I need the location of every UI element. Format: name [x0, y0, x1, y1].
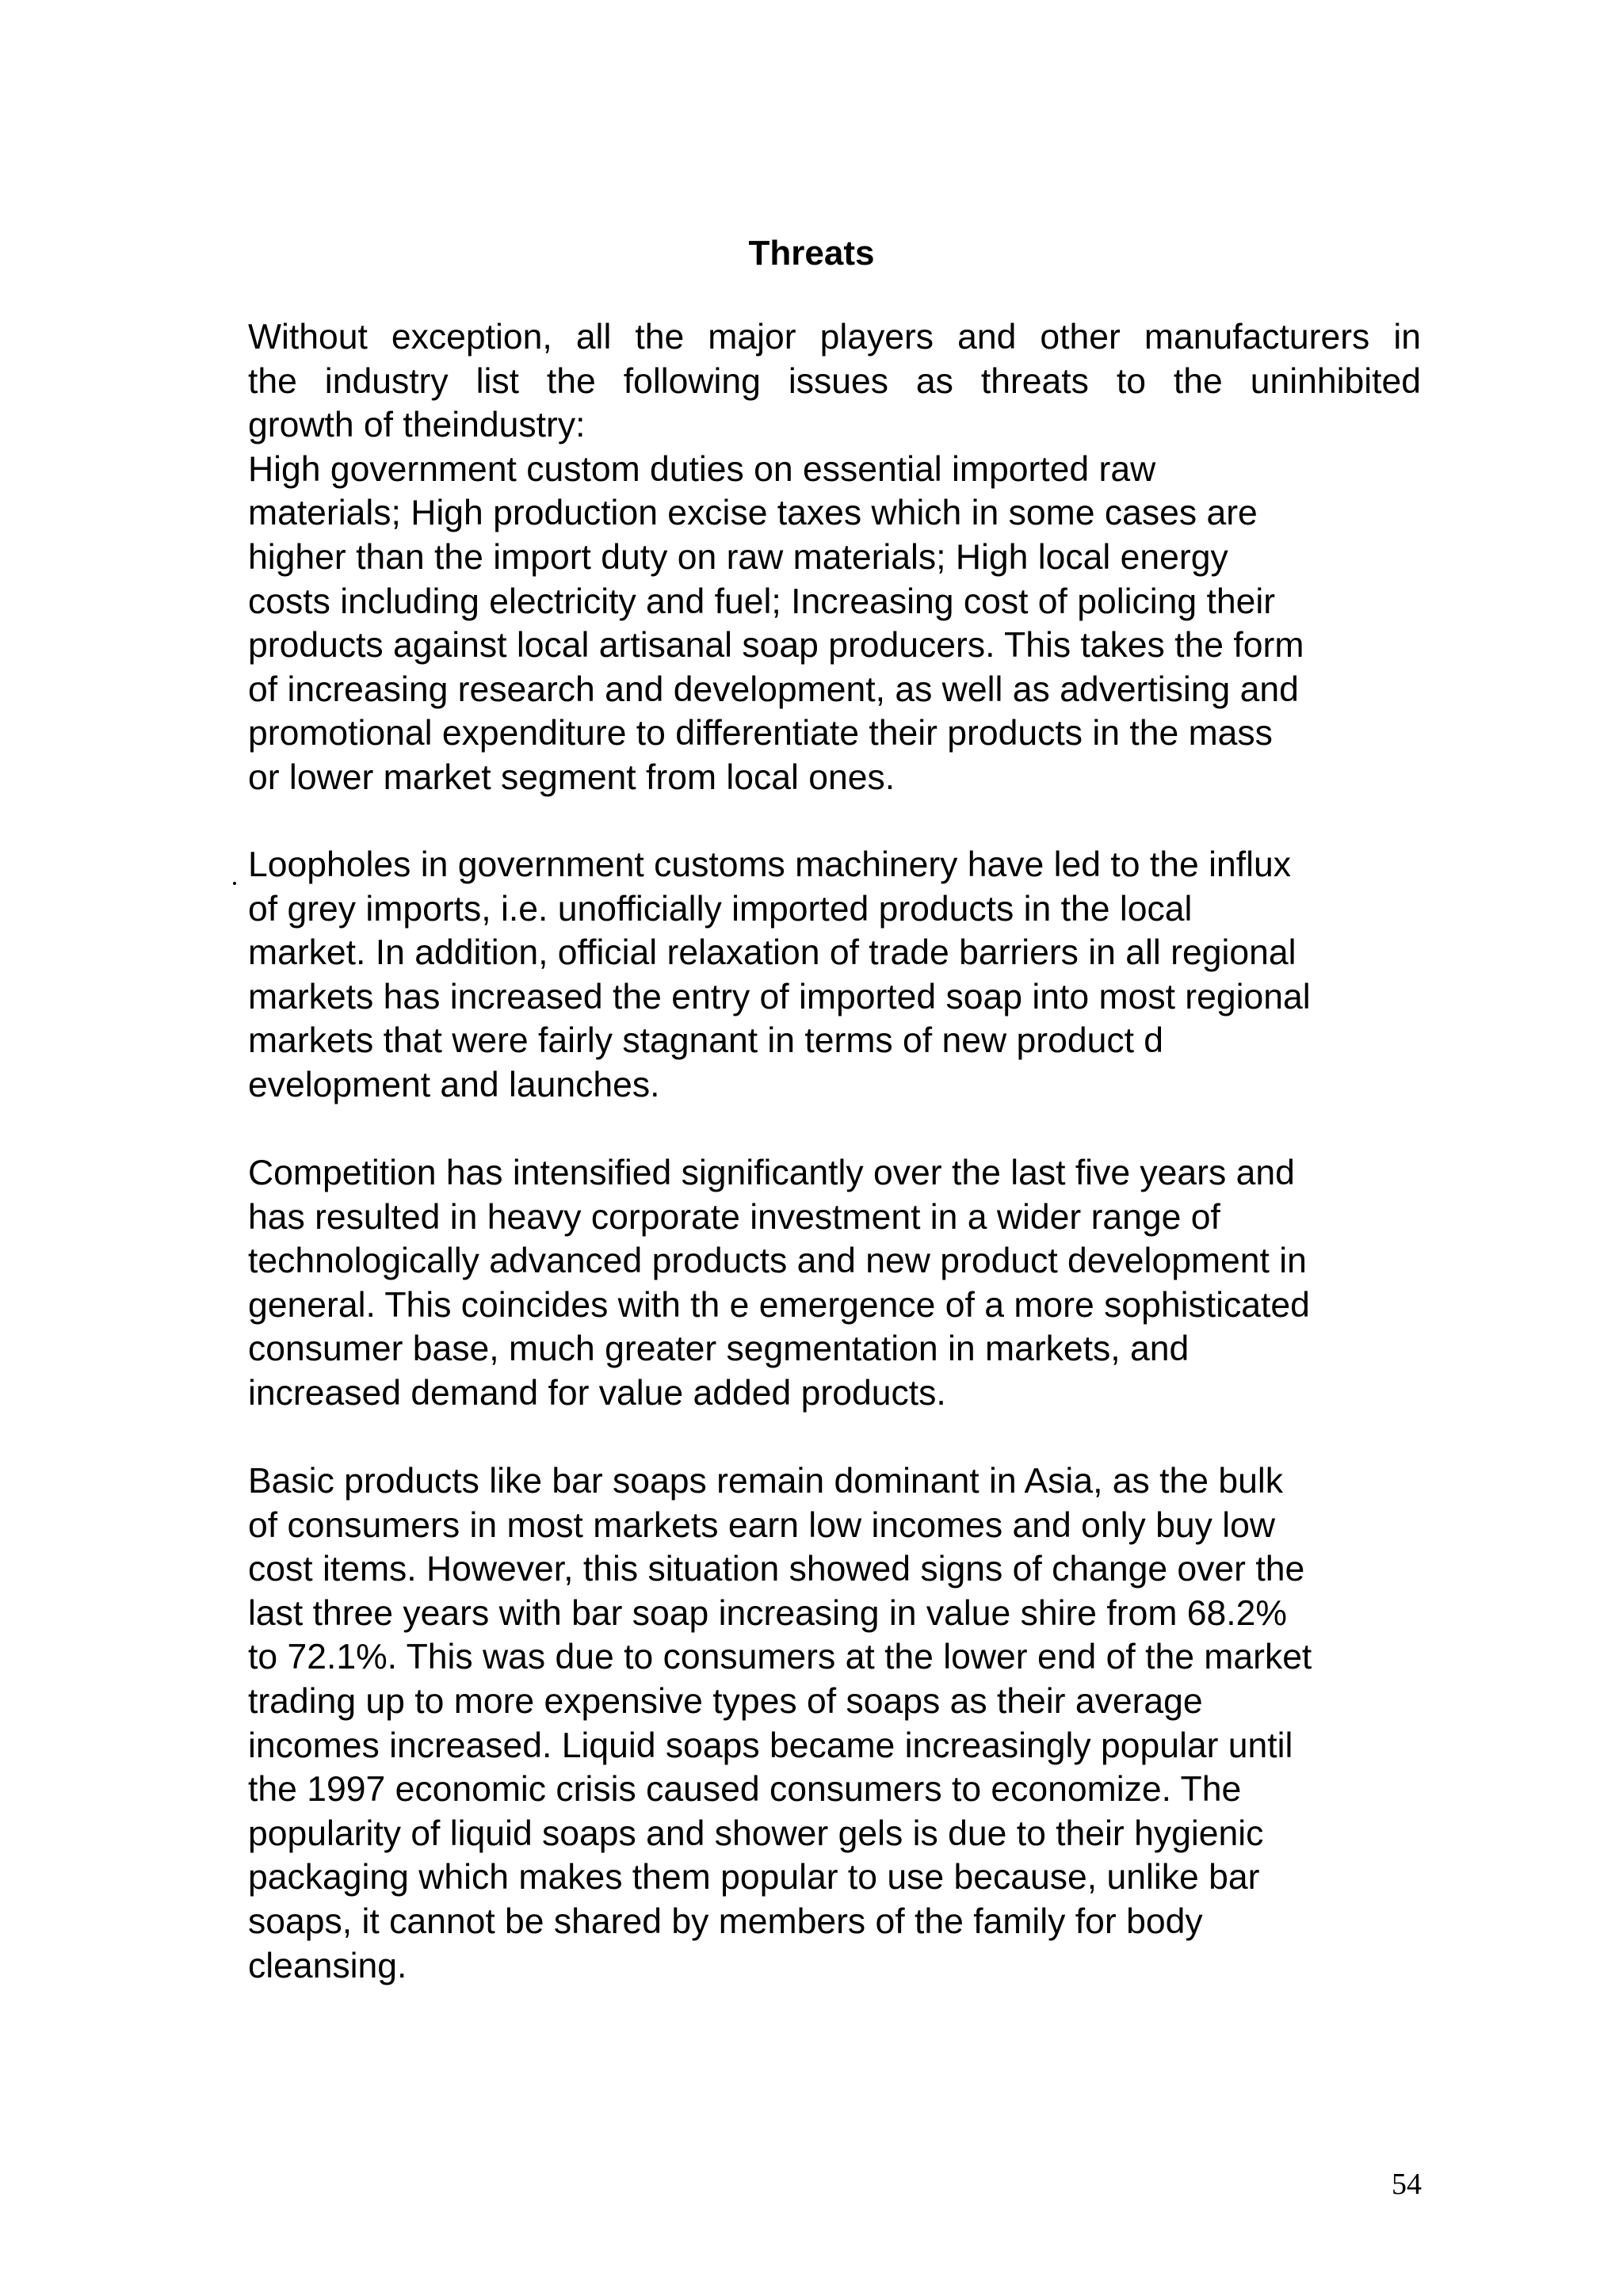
text-line: packaging which makes them popular to use because, unlike bar	[248, 1858, 1260, 1897]
text-line: the industry list the following issues as threats to the uninhibited	[248, 361, 1421, 401]
text-line: costs including electricity and fuel; Increasing cost of policing their	[248, 582, 1276, 621]
text-line: Basic products like bar soaps remain dominant in Asia, as the bulk	[248, 1462, 1284, 1501]
text-line: cleansing.	[248, 1946, 407, 1985]
text-line: general. This coincides with th e emergence of a more sophisticated	[248, 1285, 1310, 1325]
text-line: technologically advanced products and new product development in	[248, 1241, 1307, 1281]
paragraph-grey-imports	[248, 843, 1421, 1108]
text-line: Loopholes in government customs machinery have led to the influx	[248, 845, 1291, 884]
paragraph-threats-intro	[248, 315, 1421, 800]
text-line: market. In addition, official relaxation of trade barriers in all regional	[248, 933, 1296, 973]
text-line: Competition has intensified significantly over the last five years and	[248, 1154, 1295, 1192]
paragraph-basic-products	[248, 1459, 1421, 1988]
text-line: has resulted in heavy corporate investment in a wider range of	[248, 1197, 1220, 1237]
page-number: 54	[1392, 2168, 1422, 2201]
text-line: the 1997 economic crisis caused consumers to economize. The	[248, 1770, 1242, 1810]
text-line: markets that were fairly stagnant in terms of new product d	[248, 1021, 1164, 1061]
text-line: to 72.1%. This was due to consumers at the lower end of the market	[248, 1638, 1312, 1677]
text-line: popularity of liquid soaps and shower gels is due to their hygienic	[248, 1814, 1264, 1853]
stray-dot-mark	[233, 882, 236, 885]
text-line: soaps, it cannot be shared by members of the family for body	[248, 1901, 1203, 1941]
text-line: consumer base, much greater segmentation in markets, and	[248, 1329, 1190, 1369]
text-line: of consumers in most markets earn low incomes and only buy low	[248, 1505, 1275, 1545]
text-line: High government custom duties on essential imported raw	[248, 449, 1156, 489]
text-line: cost items. However, this situation showed signs of change over the	[248, 1550, 1305, 1589]
text-line: evelopment and launches.	[248, 1065, 660, 1104]
text-line: materials; High production excise taxes which in some cases are	[248, 494, 1258, 533]
paragraph-competition	[248, 1151, 1421, 1416]
text-line: products against local artisanal soap producers. This takes the form	[248, 626, 1304, 666]
text-line: incomes increased. Liquid soaps became increasingly popular until	[248, 1726, 1293, 1765]
text-line: Without exception, all the major players and other manufacturers in	[248, 318, 1421, 357]
text-line: markets has increased the entry of imported soap into most regional	[248, 977, 1311, 1016]
text-line: promotional expenditure to differentiate their products in the mass	[248, 714, 1273, 753]
text-line: growth of theindustry:	[248, 406, 586, 445]
text-line: higher than the import duty on raw materials; High local energy	[248, 537, 1228, 577]
page-title: Threats	[748, 234, 875, 273]
text-line: of grey imports, i.e. unofficially imported products in the local	[248, 889, 1193, 929]
text-line: of increasing research and development, as well as advertising and	[248, 669, 1299, 709]
text-line: last three years with bar soap increasing in value shire from 68.2%	[248, 1593, 1287, 1633]
text-line: or lower market segment from local ones.	[248, 757, 896, 797]
text-line: increased demand for value added products.	[248, 1373, 946, 1413]
text-line: trading up to more expensive types of soaps as their average	[248, 1681, 1203, 1721]
